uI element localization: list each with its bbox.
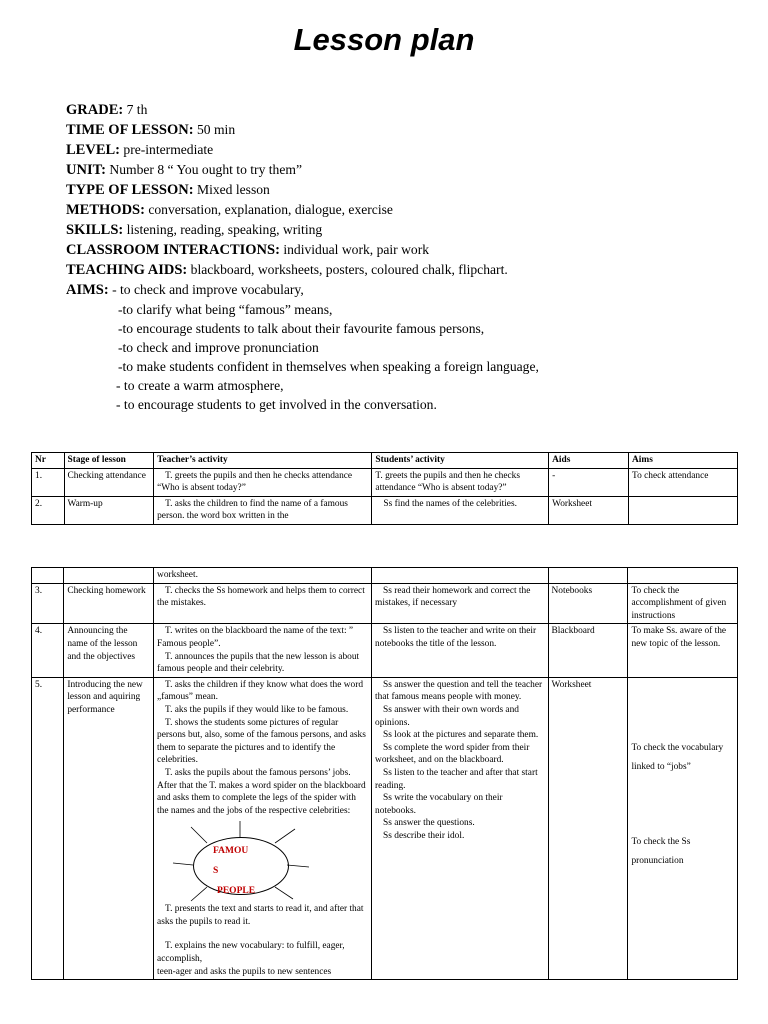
field-interactions: CLASSROOM INTERACTIONS: individual work, pair work xyxy=(66,242,430,258)
field-aims: AIMS: - to check and improve vocabulary, xyxy=(66,282,304,298)
header-aims: Aims xyxy=(629,453,738,469)
aim-item: -to clarify what being “famous” means, xyxy=(118,302,333,317)
aim-item: -to encourage students to talk about their favourite famous persons, xyxy=(118,321,485,336)
header-teacher: Teacher’s activity xyxy=(154,453,372,469)
lesson-table-part2 xyxy=(31,567,738,980)
header-nr: Nr xyxy=(32,453,65,469)
page-title: Lesson plan xyxy=(293,22,475,57)
field-grade: GRADE: 7 th xyxy=(66,102,148,118)
aim-item: -to check and improve pronunciation xyxy=(118,340,319,355)
table-row: 5. Introducing the new lesson and aquiring performance T. asks the children if they know what does the word „famous” mean. T. aks the pupils if they would like to be famous. T. shows the students some pictures of regular persons but, also, some of the famous persons, and asks them to separate the pictures and to identify the celebrities. T. asks the pupils about the famous persons’ jobs. After that the T. makes a word spider on the blackboard and asks them to complete the legs of the spider with the names and the jobs of the respective celebrities: FAMOU S PEOPLE T. presents the text and starts to read it, and after that asks the pupils to read it. T. explains the new vocabulary: to fulfill, eager, accomplish, teen-ager and asks the pupils to new sentences Ss answer the question and tell the teacher that famous means people with money. Ss answer with their own words and opinions. Ss look at the pictures and separate them. Ss complete the word spider from their worksheet, and on the blackboard. Ss listen to the teacher and after that start reading. Ss write the vocabulary on their notebooks. Ss answer the questions. Ss describe their idol. Worksheet To check the vocabulary linked to “jobs” To check the Ss pronunciation xyxy=(32,677,738,980)
field-type: TYPE OF LESSON: Mixed lesson xyxy=(66,182,270,198)
table-row: worksheet. xyxy=(32,568,738,584)
field-skills: SKILLS: listening, reading, speaking, writing xyxy=(66,222,323,238)
table-row: 1. Checking attendance T. greets the pupils and then he checks attendance “Who is absent today?” T. greets the pupils and then he checks attendance “Who is absent today?” - To check attendance xyxy=(32,468,738,496)
field-methods: METHODS: conversation, explanation, dialogue, exercise xyxy=(66,202,393,218)
table-row: 2. Warm-up T. asks the children to find the name of a famous person. the word box written in the Ss find the names of the celebrities. Worksheet xyxy=(32,496,738,524)
header-students: Students’ activity xyxy=(372,453,549,469)
field-aids: TEACHING AIDS: blackboard, worksheets, posters, coloured chalk, flipchart. xyxy=(66,262,508,278)
table-header-row xyxy=(32,453,738,469)
lesson-info xyxy=(66,100,539,414)
field-level: LEVEL: pre-intermediate xyxy=(66,142,214,158)
table-row: 3. Checking homework T. checks the Ss homework and helps them to correct the mistakes. Ss read their homework and correct the mistakes, if necessary Notebooks To check the accomplishment of given instructions xyxy=(32,583,738,624)
header-aids: Aids xyxy=(549,453,629,469)
word-spider-diagram: FAMOU S PEOPLE xyxy=(157,817,368,903)
field-time: TIME OF LESSON: 50 min xyxy=(66,122,236,138)
aim-item: -to make students confident in themselves when speaking a foreign language, xyxy=(118,359,539,374)
field-unit: UNIT: Number 8 “ You ought to try them” xyxy=(66,162,302,178)
aim-item: - to create a warm atmosphere, xyxy=(116,378,284,393)
aim-item: - to encourage students to get involved in the conversation. xyxy=(116,397,437,412)
table-row: 4. Announcing the name of the lesson and the objectives T. writes on the blackboard the name of the text: ” Famous people”. T. announces the pupils that the new lesson is about famous people and their celebrity. Ss listen to the teacher and write on their notebooks the title of the lesson. Blackboard To make Ss. aware of the new topic of the lesson. xyxy=(32,624,738,677)
lesson-table-part1 xyxy=(31,452,738,525)
header-stage: Stage of lesson xyxy=(64,453,154,469)
